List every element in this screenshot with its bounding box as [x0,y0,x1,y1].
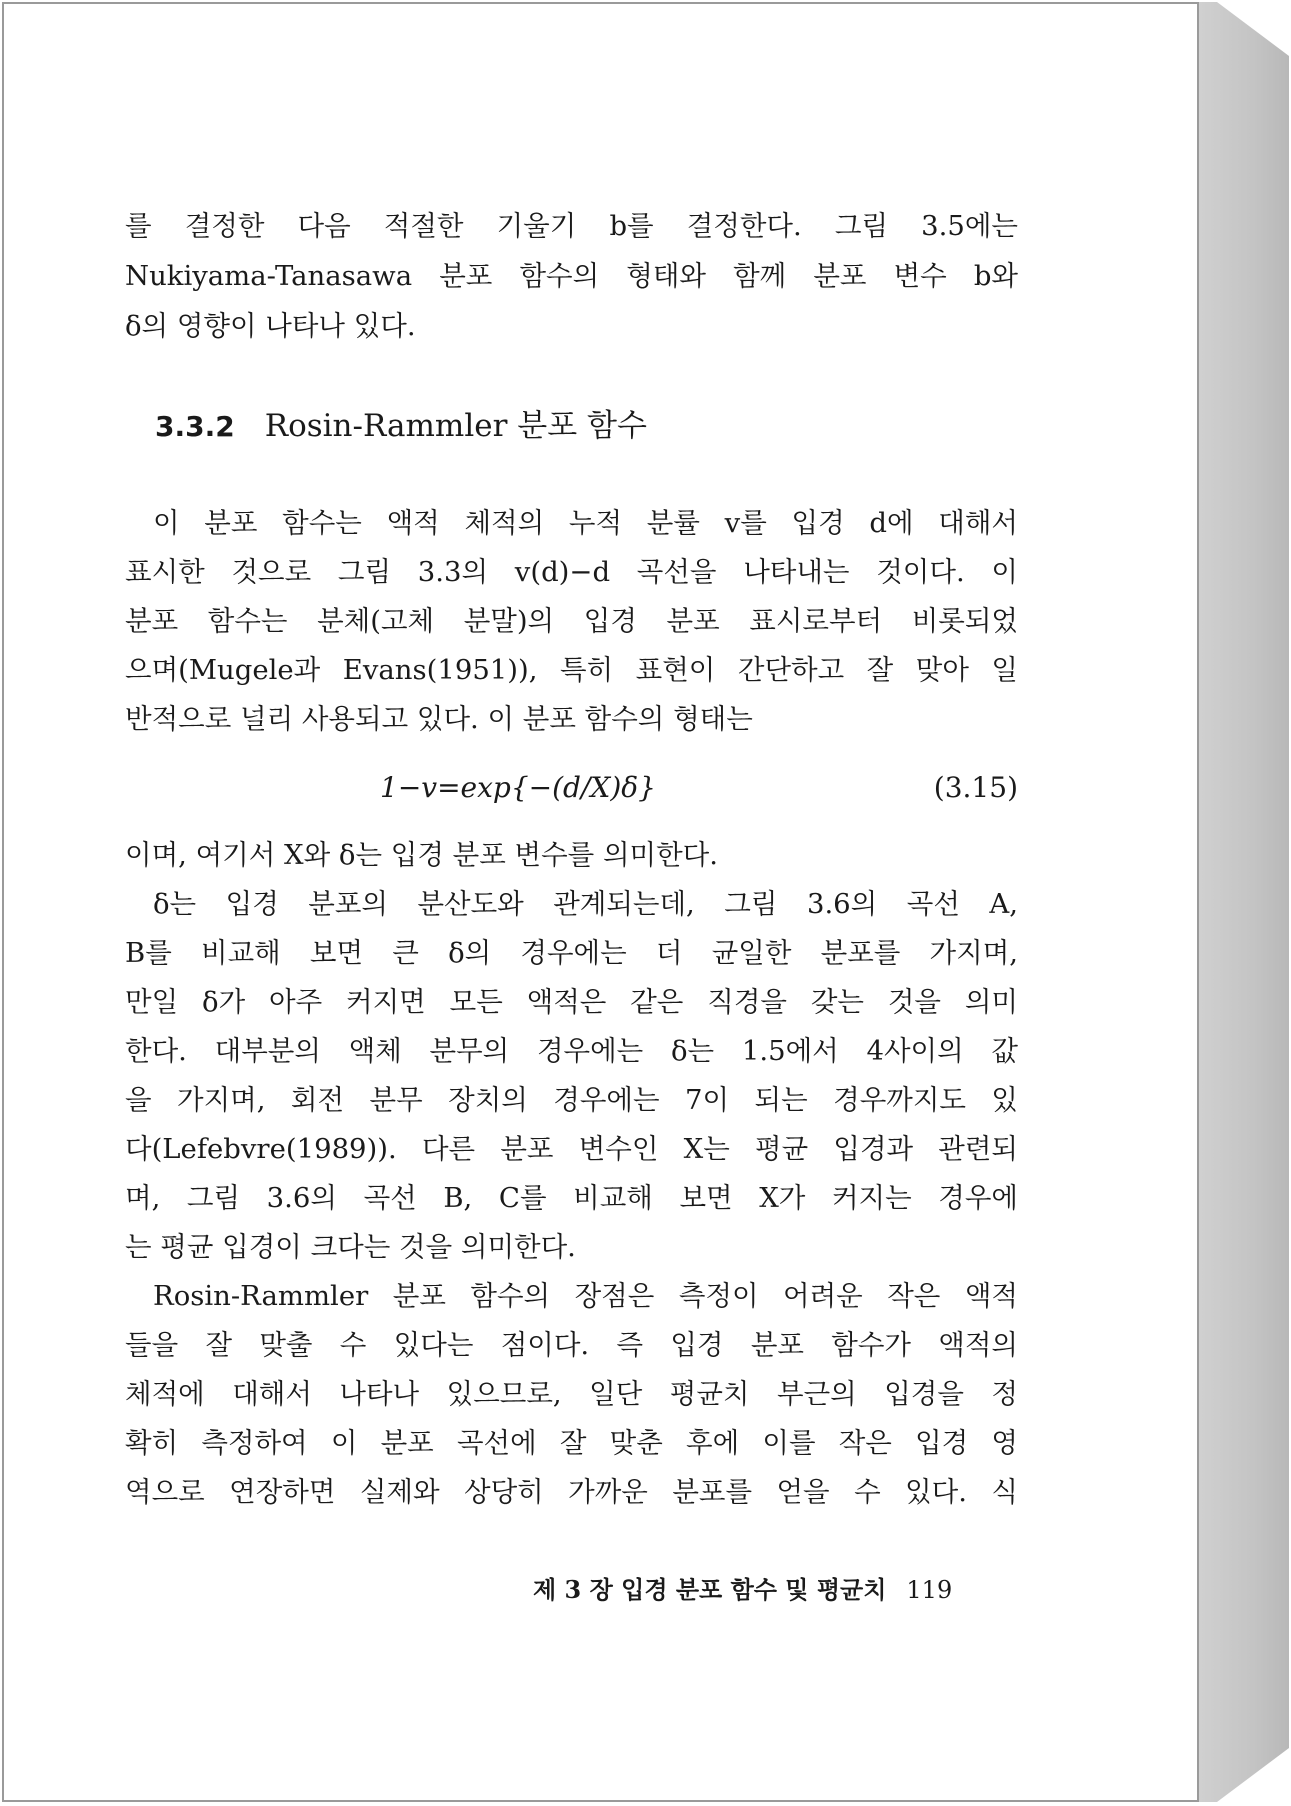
text-line: 역으로 연장하면 실제와 상당히 가까운 분포를 얻을 수 있다. 식 [125,1476,1018,1508]
text-line: B를 비교해 보면 큰 δ의 경우에는 더 균일한 분포를 가지며, [125,937,1018,969]
page-edge-shadow [1199,2,1289,1802]
text-line: 한다. 대부분의 액체 분무의 경우에는 δ는 1.5에서 4사이의 값 [125,1035,1018,1067]
text-line: 분포 함수는 분체(고체 분말)의 입경 분포 표시로부터 비롯되었 [125,605,1018,637]
text-line: 를 결정한 다음 적절한 기울기 b를 결정한다. 그림 3.5에는 [125,210,1018,242]
page-footer [533,1570,952,1605]
text-line: Nukiyama-Tanasawa 분포 함수의 형태와 함께 분포 변수 b와 [125,260,1018,292]
text-line: 만일 δ가 아주 커지면 모든 액적은 같은 직경을 갖는 것을 의미 [125,986,1018,1018]
text-line: 며, 그림 3.6의 곡선 B, C를 비교해 보면 X가 커지는 경우에 [125,1182,1018,1214]
page-number: 119 [906,1576,953,1604]
text-line: 다(Lefebvre(1989)). 다른 분포 변수인 X는 평균 입경과 관련되 [125,1133,1018,1165]
text-line: 표시한 것으로 그림 3.3의 v(d)−d 곡선을 나타내는 것이다. 이 [125,556,1018,588]
text-line: 반적으로 널리 사용되고 있다. 이 분포 함수의 형태는 [125,703,753,735]
equation [125,766,1018,810]
text-line: 확히 측정하여 이 분포 곡선에 잘 맞춘 후에 이를 작은 입경 영 [125,1427,1018,1459]
text-line: δ는 입경 분포의 분산도와 관계되는데, 그림 3.6의 곡선 A, [153,888,1018,920]
section-number: 3.3.2 [155,410,235,443]
text-line: 들을 잘 맞출 수 있다는 점이다. 즉 입경 분포 함수가 액적의 [125,1329,1018,1361]
running-title: 제 3 장 입경 분포 함수 및 평균치 [533,1575,887,1604]
equation-expression: 1−v=exp{−(d/X)δ} [380,771,656,804]
section-title: Rosin-Rammler 분포 함수 [264,408,647,444]
text-line: 는 평균 입경이 크다는 것을 의미한다. [125,1231,576,1263]
text-line: 을 가지며, 회전 분무 장치의 경우에는 7이 되는 경우까지도 있 [125,1084,1018,1116]
text-line: δ의 영향이 나타나 있다. [125,310,416,342]
text-line: 이며, 여기서 X와 δ는 입경 분포 변수를 의미한다. [125,839,718,871]
text-line: 체적에 대해서 나타나 있으므로, 일단 평균치 부근의 입경을 정 [125,1378,1018,1410]
equation-number: (3.15) [933,771,1018,804]
section-heading [155,400,647,445]
text-line: 이 분포 함수는 액적 체적의 누적 분률 v를 입경 d에 대해서 [153,507,1018,539]
text-line: Rosin-Rammler 분포 함수의 장점은 측정이 어려운 작은 액적 [153,1280,1018,1312]
text-line: 으며(Mugele과 Evans(1951)), 특히 표현이 간단하고 잘 맞아 일 [125,654,1018,686]
